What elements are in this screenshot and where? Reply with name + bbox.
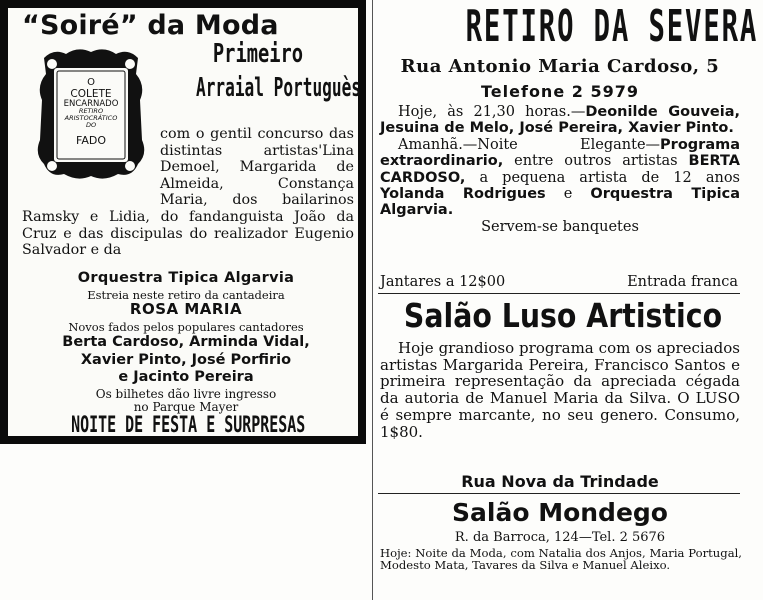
headline-primeiro: Primeiro xyxy=(212,39,304,69)
noite-de-festa-footer: NOITE DE FESTA E SURPRESAS xyxy=(71,413,306,438)
divider-rule xyxy=(378,493,740,494)
advert-headline xyxy=(158,39,361,104)
bilhetes-note: Os bilhetes dão livre ingresso no Parque Mayer xyxy=(95,387,277,414)
rosa-maria-line: ROSA MARIA xyxy=(129,300,243,318)
banquetes-line: Servem-se banquetes xyxy=(481,218,639,235)
amanha-paragraph: Amanhã.—Noite Elegante—Programa extraordinario, entre outros artistas BERTA CARDOSO, a pequena artista de 12 anos Yolanda Rodrigues e Orquestra Tipica Algarvia. xyxy=(380,136,740,219)
orquestra-line: Orquestra Tipica Algarvia xyxy=(77,270,295,286)
advert-title: “Soiré” da Moda xyxy=(22,10,279,41)
novos-fados-line: Novos fados pelos populares cantadores xyxy=(68,320,304,334)
luso-title: Salão Luso Artistico xyxy=(403,296,723,335)
entrada-franca: Entrada franca xyxy=(627,274,738,290)
advert-inner-panel xyxy=(8,8,361,438)
column-divider xyxy=(372,0,373,600)
soire-moda-advert xyxy=(0,0,366,444)
headline-arraial: Arraial Portuguès xyxy=(196,72,361,103)
mondego-body-text: Hoje: Noite da Moda, com Natalia dos Anjos, Maria Portugal, Modesto Mata, Tavares da Silva e Manuel Aleixo. xyxy=(380,546,742,573)
divider-rule xyxy=(378,293,740,294)
cantadores-list: Berta Cardoso, Arminda Vidal, Xavier Pinto, José Porfirio e Jacinto Pereira xyxy=(62,334,310,385)
emblem-lettering: O COLETE ENCARNADO RETIRO ARISTOCRÁTICO DO FADO xyxy=(63,77,119,147)
retiro-address: Rua Antonio Maria Cardoso, 5 xyxy=(400,56,720,77)
mondego-address: R. da Barroca, 124—Tel. 2 5676 xyxy=(454,530,666,545)
mondego-title: Salão Mondego xyxy=(452,498,668,527)
luso-body-text: Hoje grandioso programa com os apreciados artistas Margarida Pereira, Francisco Santos e primeira representação da apreciada cégada da autoria de Manuel Maria da Silva. O LUSO é sempre marcante, no seu genero. Consumo, 1$80. xyxy=(380,339,740,441)
hoje-paragraph: Hoje, às 21,30 horas.—Deonilde Gouveia, Jesuina de Melo, José Pereira, Xavier Pinto. xyxy=(380,104,740,137)
jantares-price: Jantares a 12$00 xyxy=(380,274,506,290)
retiro-telefone: Telefone 2 5979 xyxy=(481,82,639,101)
advert-body-text: com o gentil concurso das distintas artistas'Lina Demoel, Margarida de Almeida, Constança Maria, dos bailarinos Ramsky e Lidia, do fandanguista João da Cruz e das discipulas do realizador Eugenio Salvador e da xyxy=(22,126,354,259)
jantares-line xyxy=(380,274,738,290)
estreia-line: Estreia neste retiro da cantadeira xyxy=(87,288,285,302)
rua-nova-trindade: Rua Nova da Trindade xyxy=(461,472,659,491)
retiro-title: RETIRO DA SEVERA xyxy=(465,1,759,52)
retiro-programme xyxy=(380,104,740,235)
